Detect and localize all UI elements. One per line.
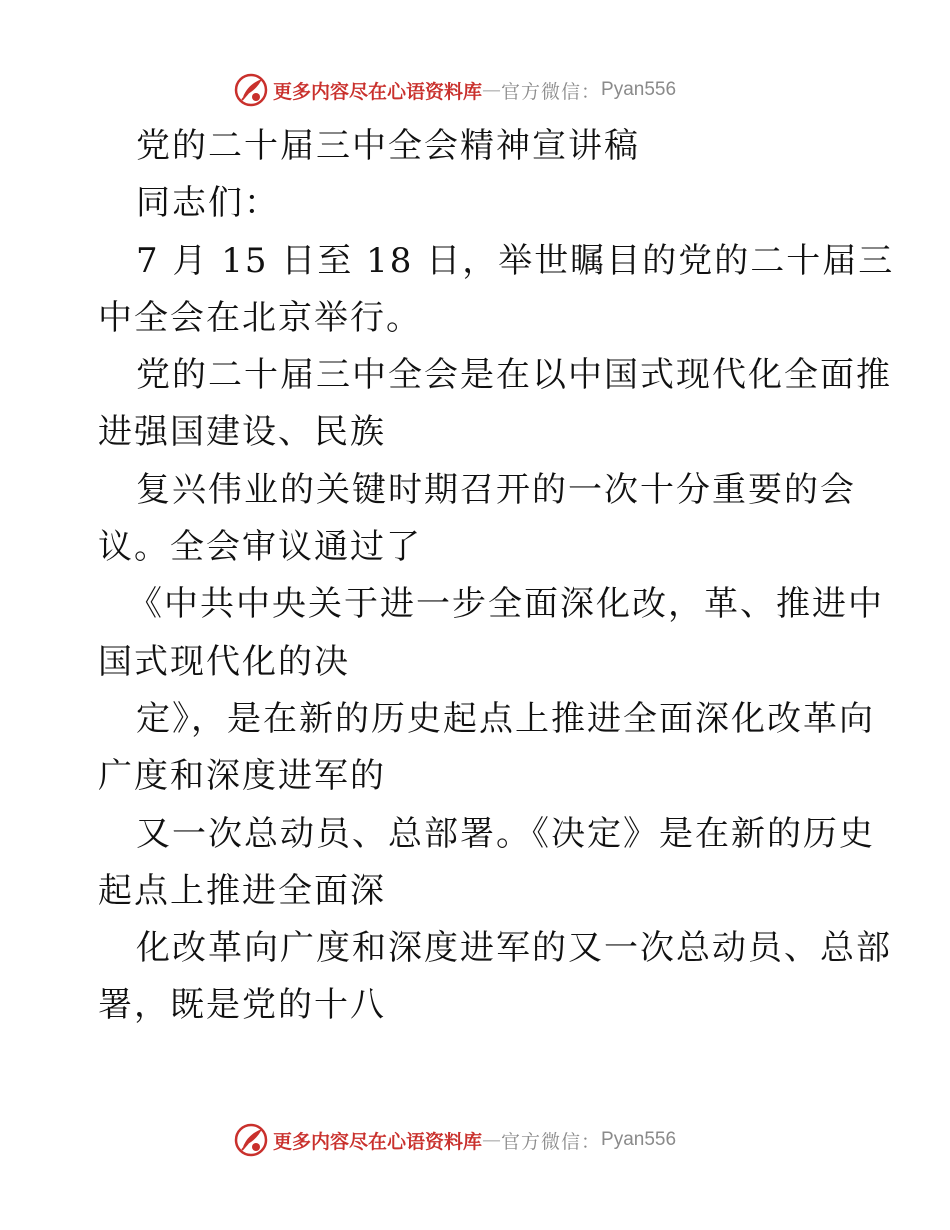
- text-line: 国式现代化的决: [98, 641, 350, 682]
- banner-wechat-id: Pyan556: [601, 79, 677, 100]
- text-line: 又一次总动员、总部署。《决定》是在新的历史: [136, 813, 875, 854]
- text-line: 化改革向广度和深度进军的又一次总动员、总部: [136, 928, 892, 969]
- text-line: 广度和深度进军的: [98, 756, 386, 797]
- text-line: 议。全会审议通过了: [98, 527, 422, 568]
- text-line: 署，既是党的十八: [98, 985, 386, 1026]
- document-body: [98, 118, 895, 1035]
- salutation: 同志们：: [136, 183, 280, 224]
- text-line: 定》，是在新的历史起点上推进全面深化改革向: [136, 698, 875, 739]
- text-line: 中全会在北京举行。: [98, 297, 422, 338]
- text-line: 7 月 15 日至 18 日，举世瞩目的党的二十届三: [136, 240, 895, 281]
- banner-brand: 更多内容尽在心语资料库: [273, 80, 483, 103]
- footer-watermark-banner: [0, 1120, 950, 1160]
- header-watermark-banner: [0, 70, 950, 110]
- banner-dash: —: [482, 1129, 502, 1151]
- banner-brand: 更多内容尽在心语资料库: [273, 1130, 483, 1153]
- feather-pen-logo-icon: [234, 1123, 268, 1157]
- text-line: 进强国建设、民族: [98, 412, 386, 453]
- text-line: 党的二十届三中全会是在以中国式现代化全面推: [136, 355, 892, 396]
- feather-pen-logo-icon: [234, 73, 268, 107]
- text-line: 《中共中央关于进一步全面深化改，革、推进中: [128, 584, 884, 625]
- banner-dash: —: [482, 79, 502, 101]
- text-line: 起点上推进全面深: [98, 870, 386, 911]
- text-line: 复兴伟业的关键时期召开的一次十分重要的会: [136, 469, 856, 510]
- banner-wechat-label: 官方微信：: [501, 80, 602, 103]
- banner-wechat-id: Pyan556: [601, 1129, 677, 1150]
- document-title: 党的二十届三中全会精神宣讲稿: [136, 126, 640, 166]
- banner-wechat-label: 官方微信：: [501, 1130, 602, 1153]
